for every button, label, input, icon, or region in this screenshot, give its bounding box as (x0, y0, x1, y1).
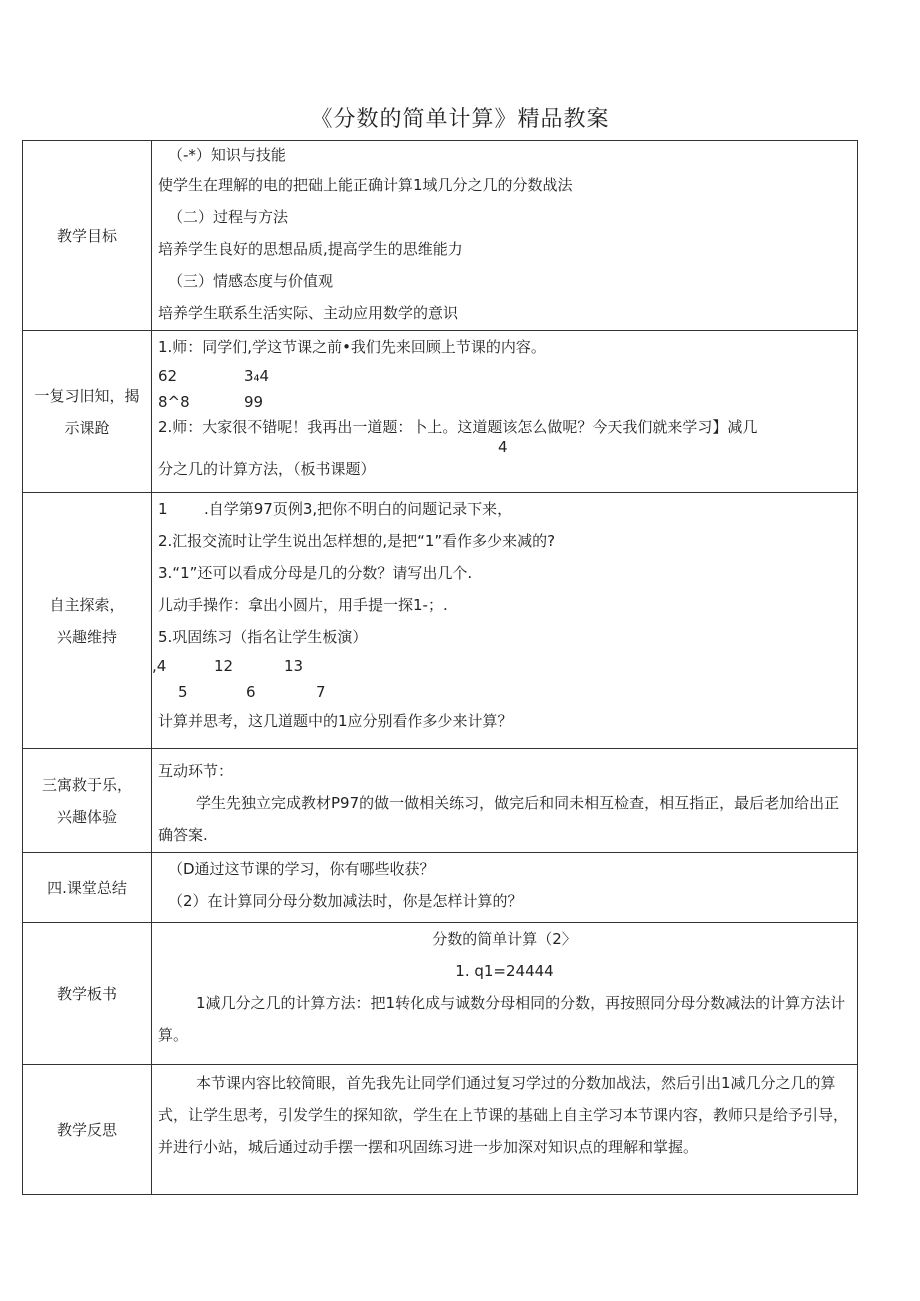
fraction-fragment: 13 (284, 657, 304, 675)
review-step-2: 2.师：大家很不错呢！我再出一道题：卜上。这道题该怎么做呢？今天我们就来学习】减几 (158, 418, 758, 436)
row-content-fun (152, 749, 858, 853)
board-method: 1减几分之几的计算方法：把1转化成与诚数分母相同的分数，再按照同分母分数减法的计算方法计算。 (158, 994, 846, 1044)
row-content-review (152, 331, 858, 493)
explore-step-5: 5.巩固练习（指名让学生板演） (158, 628, 368, 646)
summary-question-2: （2）在计算同分母分数加减法时，你是怎样计算的？ (168, 892, 523, 910)
fraction-fragment: 3₄4 (244, 367, 270, 385)
objective-heading-1: （-*）知识与技能 (168, 146, 286, 164)
review-step-2-cont: 分之几的计算方法，（板书课题） (158, 460, 376, 478)
explore-step-3: 3.“1”还可以看成分母是几的分数？请写出几个. (158, 564, 473, 582)
fraction-line-top (152, 363, 857, 389)
exercise-line-top (152, 653, 857, 679)
row-label-line: 一复习旧知，揭 (34, 386, 140, 405)
table-row (23, 493, 858, 749)
row-label-reflection: 教学反思 (23, 1065, 152, 1195)
table-row (23, 331, 858, 493)
fraction-fragment: ,4 (152, 657, 167, 675)
objective-text-1: 使学生在理解的电的把础上能正确计算1域几分之几的分数战法 (158, 176, 573, 194)
fraction-fragment: 7 (316, 683, 326, 701)
fraction-fragment: 12 (214, 657, 234, 675)
fraction-fragment-line (152, 439, 857, 455)
explore-step-2: 2.汇报交流时让学生说出怎样想的,是把“1”看作多少来减的? (158, 532, 556, 550)
row-label-review (23, 331, 152, 493)
row-label-line: 三寓救于乐， (41, 775, 132, 794)
fraction-fragment: 8^8 (158, 393, 190, 411)
board-formula: 1. q1=24444 (455, 962, 554, 980)
table-row (23, 141, 858, 331)
step-text: .自学第97页例3,把你不明白的问题记录下来， (204, 500, 513, 518)
row-label-line: 兴趣体验 (56, 807, 117, 826)
fraction-fragment: 4 (498, 438, 508, 456)
row-label-explore (23, 493, 152, 749)
review-step-1: 1.师：同学们,学这节课之前•我们先来回顾上节课的内容。 (158, 338, 546, 356)
fraction-fragment: 5 (178, 683, 188, 701)
row-content-board (152, 923, 858, 1065)
interactive-heading: 互动环节： (158, 762, 234, 780)
row-label-line: 示课跄 (64, 418, 110, 437)
reflection-text: 本节课内容比较简眼，首先我先让同学们通过复习学过的分数加战法，然后引出1减几分之几的算式，让学生思考，引发学生的探知欲，学生在上节课的基础上自主学习本节课内容，教师只是给予引导，并进行小站，城后通过动手摆一摆和巩固练习进一步加深对知识点的理解和掌握。 (158, 1074, 849, 1156)
row-content-explore (152, 493, 858, 749)
objective-heading-3: （三）情感态度与价值观 (168, 272, 334, 290)
table-row (23, 749, 858, 853)
step-number: 1 (158, 500, 168, 518)
explore-question: 计算并思考，这几道题中的1应分别看作多少来计算？ (158, 712, 513, 730)
fraction-fragment: 62 (158, 367, 178, 385)
row-label-line: 自主探索， (49, 595, 125, 614)
row-content-objectives (152, 141, 858, 331)
fraction-fragment: 99 (244, 393, 264, 411)
interactive-text: 学生先独立完成教材P97的做一做相关练习，做完后和同未相互检查，相互指正，最后老加给出正确答案. (158, 794, 840, 844)
lesson-plan-table (22, 140, 858, 1195)
objective-text-2: 培养学生良好的思想品质,提高学生的思维能力 (158, 240, 463, 258)
explore-step-1 (152, 493, 857, 525)
fraction-line-bottom (152, 389, 857, 415)
table-row (23, 923, 858, 1065)
row-label-summary: 四.课堂总结 (23, 853, 152, 923)
row-label-objectives: 教学目标 (23, 141, 152, 331)
row-content-reflection (152, 1065, 858, 1195)
summary-question-1: （D通过这节课的学习，你有哪些收获？ (168, 860, 435, 878)
objective-heading-2: （二）过程与方法 (168, 208, 289, 226)
exercise-line-bottom (152, 679, 857, 705)
objective-text-3: 培养学生联系生活实际、主动应用数学的意识 (158, 304, 459, 322)
table-row (23, 1065, 858, 1195)
board-title: 分数的简单计算（2〉 (432, 930, 577, 948)
fraction-fragment: 6 (246, 683, 256, 701)
row-content-summary (152, 853, 858, 923)
row-label-line: 兴趣维持 (56, 627, 117, 646)
explore-step-4: 儿动手操作：拿出小圆片，用手提一探1-；. (158, 596, 448, 614)
row-label-fun (23, 749, 152, 853)
row-label-board: 教学板书 (23, 923, 152, 1065)
table-row (23, 853, 858, 923)
document-title: 《分数的简单计算》精品教案 (310, 107, 610, 132)
